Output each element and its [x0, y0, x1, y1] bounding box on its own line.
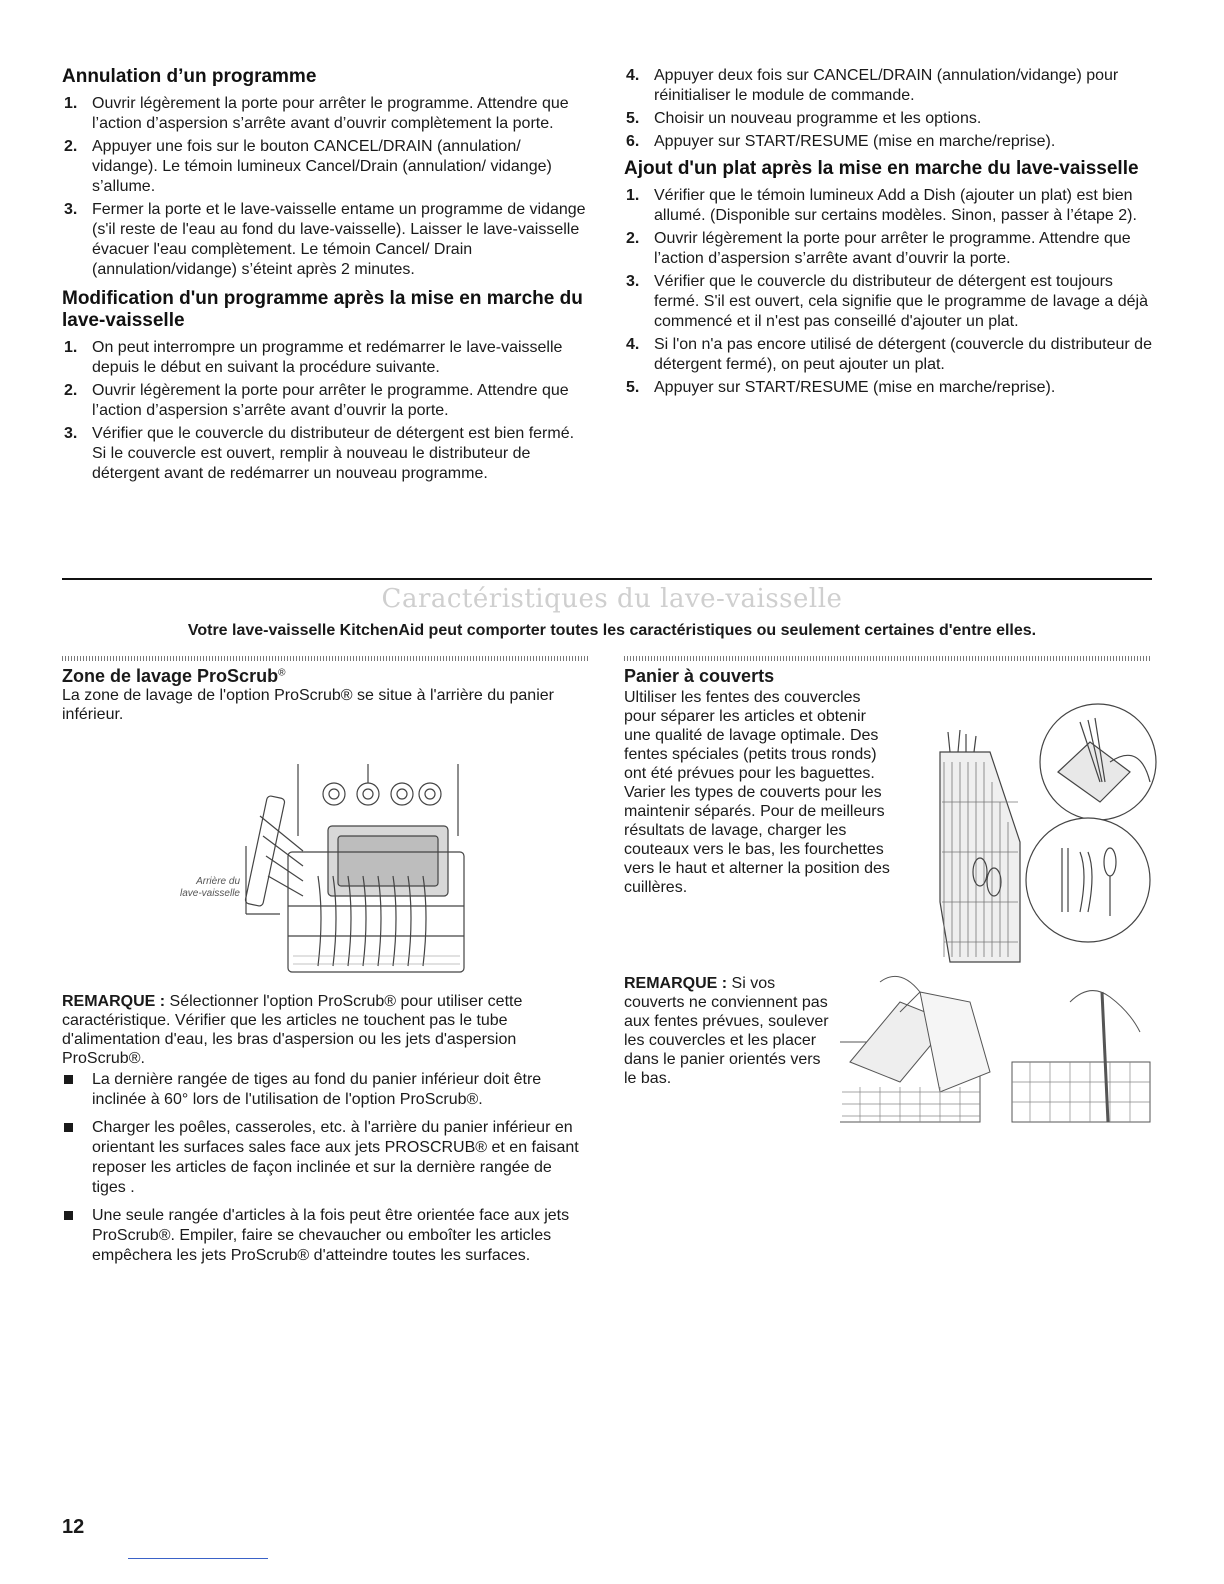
list-item: 5. Appuyer sur START/RESUME (mise en marche/reprise). — [626, 379, 1056, 396]
list-item: 6. Appuyer sur START/RESUME (mise en marche/reprise). — [626, 133, 1056, 150]
list-item: 4. Appuyer deux fois sur CANCEL/DRAIN (annulation/vidange) pour réinitialiser le module de commande. — [626, 67, 1119, 104]
hatch-divider-right — [624, 656, 1152, 661]
left-top-column — [62, 66, 590, 487]
note-label: REMARQUE : — [62, 993, 166, 1010]
list-item: Une seule rangée d'articles à la fois peut être orientée face aux jets ProScrub®. Empiler, faire se chevaucher ou emboîter les articles empêchera les jets ProScrub® d'atteindre toutes les surfaces. — [62, 1206, 590, 1266]
add-dish-steps — [624, 186, 1152, 398]
list-item: 4. Si l'on n'a pas encore utilisé de détergent (couvercle du distributeur de détergent fermé), on peut ajouter un plat. — [626, 336, 1152, 373]
silverware-basket-illustration — [930, 702, 1158, 970]
list-item: 1. Vérifier que le témoin lumineux Add a Dish (ajouter un plat) est bien allumé. (Disponible sur certains modèles. Sinon, passer à l’étape 2). — [626, 187, 1137, 224]
note-label: REMARQUE : — [624, 975, 728, 992]
list-item: 1. Ouvrir légèrement la porte pour arrêter le programme. Attendre que l’action d’aspersion s’arrête avant d’ouvrir complètement la porte. — [64, 95, 569, 132]
proscrub-description: La zone de lavage de l'option ProScrub® se situe à l'arrière du panier inférieur. — [62, 687, 554, 723]
footer-line — [128, 1558, 268, 1559]
cancel-steps — [62, 94, 590, 280]
note-text: Sélectionner l'option ProScrub® pour utiliser cette caractéristique. Vérifier que les articles ne touchent pas le tube d'alimentation d'eau, les bras d'aspersion ou les jets d'aspersion ProScrub®. — [62, 993, 523, 1067]
list-item: 3. Vérifier que le couvercle du distributeur de détergent est toujours fermé. S'il est ouvert, cela signifie que le programme de lavage a déjà commencé et il n'est pas conseillé d'ajouter un plat. — [626, 273, 1148, 330]
silverware-cover-illustration — [840, 972, 1152, 1126]
list-item: 3. Vérifier que le couvercle du distributeur de détergent est bien fermé. Si le couvercle est ouvert, remplir à nouveau le distributeur de détergent avant de redémarrer un nouveau programme. — [64, 425, 575, 482]
features-intro: Votre lave-vaisselle KitchenAid peut comporter toutes les caractéristiques ou seulement certaines d'entre elles. — [187, 622, 1037, 639]
list-item: 2. Ouvrir légèrement la porte pour arrêter le programme. Attendre que l’action d’aspersion s’arrête avant d’ouvrir la porte. — [626, 230, 1131, 267]
list-item: 5. Choisir un nouveau programme et les options. — [626, 110, 982, 127]
proscrub-heading: Zone de lavage ProScrub® — [62, 666, 286, 686]
note-text: Si vos couverts ne conviennent pas aux fentes prévues, soulever les couvercles et les placer dans le panier orientés vers le bas. — [624, 975, 829, 1087]
proscrub-bullets — [62, 1070, 590, 1274]
list-item: Charger les poêles, casseroles, etc. à l'arrière du panier inférieur en orientant les surfaces sales face aux jets PROSCRUB® et en faisant reposer les articles de façon inclinée et sur la dernière rangée de tiges . — [62, 1118, 590, 1198]
add-dish-heading: Ajout d'un plat après la mise en marche du lave-vaisselle — [624, 158, 1139, 179]
hatch-divider-left — [62, 656, 590, 661]
list-item: 3. Fermer la porte et le lave-vaisselle entame un programme de vidange (s'il reste de l'eau au fond du lave-vaisselle). Laisser le lave-vaisselle évacuer l'eau complètement. Le témoin Cancel/ Drain (annulation/vidange) s’éteint après 2 minutes. — [64, 201, 586, 278]
section-divider — [62, 578, 1152, 580]
right-top-column — [624, 66, 1152, 401]
modify-steps — [62, 338, 590, 484]
list-item: La dernière rangée de tiges au fond du panier inférieur doit être inclinée à 60° lors de l'utilisation de l'option ProScrub®. — [62, 1070, 590, 1110]
continued-steps — [624, 66, 1152, 152]
modify-heading: Modification d'un programme après la mise en marche du lave-vaisselle — [62, 288, 583, 331]
list-item: 1. On peut interrompre un programme et redémarrer le lave-vaisselle depuis le début en suivant la procédure suivante. — [64, 339, 563, 376]
proscrub-note — [62, 992, 582, 1068]
cancel-heading: Annulation d’un programme — [62, 66, 317, 87]
page-number: 12 — [62, 1516, 85, 1538]
proscrub-illustration — [168, 756, 468, 980]
silverware-note — [624, 974, 834, 1088]
list-item: 2. Appuyer une fois sur le bouton CANCEL/DRAIN (annulation/ vidange). Le témoin lumineux Cancel/Drain (annulation/ vidange) s’allume. — [64, 138, 552, 195]
list-item: 2. Ouvrir légèrement la porte pour arrêter le programme. Attendre que l’action d’aspersion s’arrête avant d’ouvrir la porte. — [64, 382, 569, 419]
silverware-heading: Panier à couverts — [624, 666, 775, 686]
features-title: Caractéristiques du lave-vaisselle — [381, 584, 843, 614]
proscrub-caption: Arrière du lave-vaisselle — [179, 876, 240, 899]
silverware-description: Ultiliser les fentes des couvercles pour séparer les articles et obtenir une qualité de lavage optimale. Des fentes spéciales (petits trous ronds) ont été prévues pour les baguettes. Varier les types de couverts pour les maintenir séparés. Pour de meilleurs résultats de lavage, charger les couteaux vers le bas, les fourchettes vers le haut et alterner la position des cuillères. — [624, 689, 890, 896]
